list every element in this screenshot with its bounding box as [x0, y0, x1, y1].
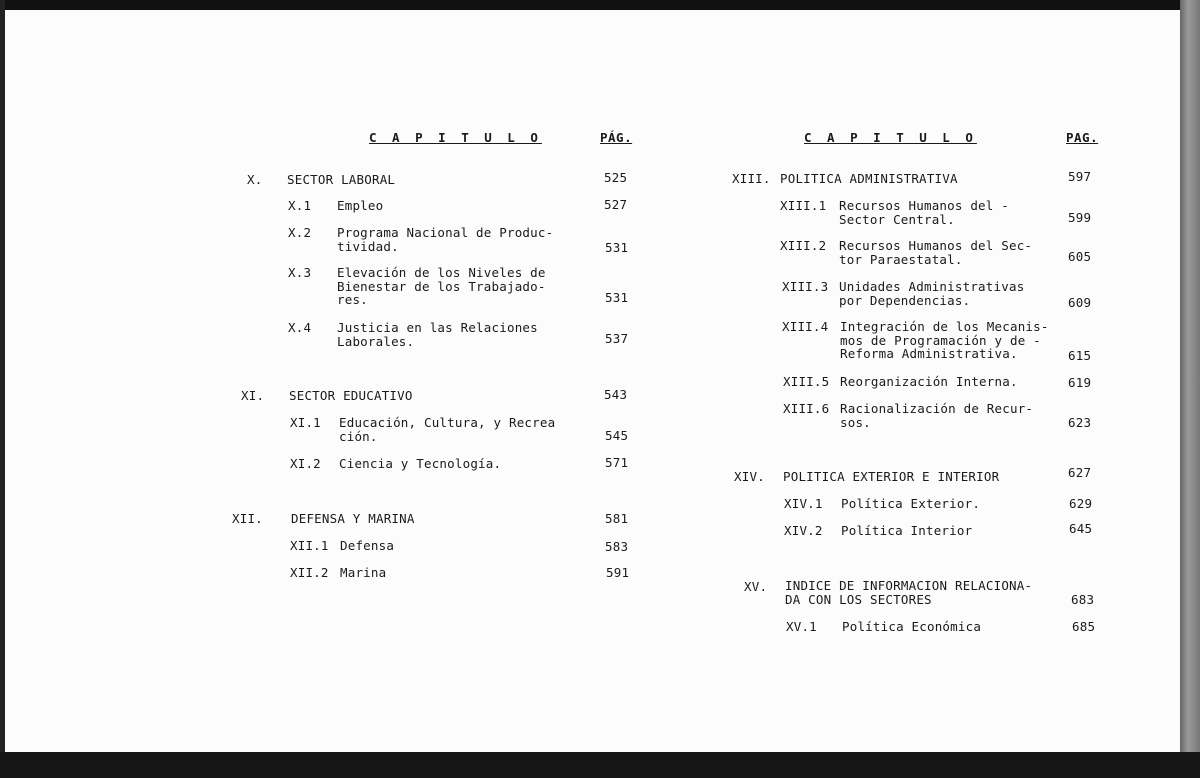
item-number: XIII.3: [782, 279, 829, 294]
item-title: Integración de los Mecanis- mos de Programación y de - Reforma Administrativa.: [840, 319, 1049, 361]
section-number: XII.: [232, 511, 263, 526]
item-title: Defensa: [340, 538, 395, 553]
section-page: 597: [1068, 169, 1092, 184]
item-page: 583: [605, 539, 629, 554]
item-title: Educación, Cultura, y Recrea ción.: [339, 415, 556, 444]
item-number: X.1: [288, 198, 312, 213]
scan-border-right: [1180, 0, 1200, 778]
left-pag-header: PÁG.: [600, 130, 633, 145]
scan-border-bottom: [0, 752, 1200, 778]
item-page: 545: [605, 428, 629, 443]
section-page: 543: [604, 387, 628, 402]
section-number: XV.: [744, 579, 768, 594]
index-page: [5, 10, 1180, 752]
item-page: 591: [606, 565, 630, 580]
scan-border-top: [0, 0, 1200, 10]
section-number: X.: [247, 172, 263, 187]
section-title: POLITICA EXTERIOR E INTERIOR: [783, 469, 1000, 484]
item-title: Recursos Humanos del Sec- tor Paraestatal.: [839, 238, 1033, 267]
section-title: DEFENSA Y MARINA: [291, 511, 415, 526]
item-page: 619: [1068, 375, 1092, 390]
item-number: XIV.1: [784, 496, 823, 511]
section-number: XIII.: [732, 171, 771, 186]
left-capitulo-header: C A P I T U L O: [369, 130, 542, 145]
item-title: Programa Nacional de Produc- tividad.: [337, 225, 554, 254]
item-title: Política Interior: [841, 523, 973, 538]
item-title: Elevación de los Niveles de Bienestar de los Trabajado- res.: [337, 265, 546, 307]
item-number: X.2: [288, 225, 312, 240]
section-page: 581: [605, 511, 629, 526]
item-title: Unidades Administrativas por Dependencias.: [839, 279, 1025, 308]
item-number: XV.1: [786, 619, 817, 634]
item-number: XIII.5: [783, 374, 830, 389]
item-page: 623: [1068, 415, 1092, 430]
item-page: 599: [1068, 210, 1092, 225]
item-number: X.3: [288, 265, 312, 280]
item-title: Racionalización de Recur- sos.: [840, 401, 1034, 430]
item-title: Recursos Humanos del - Sector Central.: [839, 198, 1009, 227]
item-page: 645: [1069, 521, 1093, 536]
item-title: Política Exterior.: [841, 496, 981, 511]
item-number: X.4: [288, 320, 312, 335]
item-number: XII.1: [290, 538, 329, 553]
item-page: 609: [1068, 295, 1092, 310]
item-title: Reorganización Interna.: [840, 374, 1018, 389]
section-title: POLITICA ADMINISTRATIVA: [780, 171, 958, 186]
section-number: XIV.: [734, 469, 765, 484]
item-title: Justicia en las Relaciones Laborales.: [337, 320, 538, 349]
item-number: XIII.6: [783, 401, 830, 416]
item-title: Ciencia y Tecnología.: [339, 456, 502, 471]
item-number: XIII.2: [780, 238, 827, 253]
item-number: XII.2: [290, 565, 329, 580]
item-number: XIV.2: [784, 523, 823, 538]
item-title: Marina: [340, 565, 387, 580]
item-number: XI.1: [290, 415, 321, 430]
item-title: Empleo: [337, 198, 384, 213]
item-page: 615: [1068, 348, 1092, 363]
item-number: XI.2: [290, 456, 321, 471]
section-title: INDICE DE INFORMACION RELACIONA- DA CON LOS SECTORES: [785, 578, 1033, 607]
item-title: Política Económica: [842, 619, 982, 634]
item-page: 685: [1072, 619, 1096, 634]
item-page: 605: [1068, 249, 1092, 264]
item-page: 527: [604, 197, 628, 212]
item-page: 531: [605, 290, 629, 305]
section-page: 683: [1071, 592, 1095, 607]
section-page: 627: [1068, 465, 1092, 480]
right-capitulo-header: C A P I T U L O: [804, 130, 977, 145]
item-page: 537: [605, 331, 629, 346]
section-number: XI.: [241, 388, 265, 403]
item-number: XIII.4: [782, 319, 829, 334]
section-title: SECTOR EDUCATIVO: [289, 388, 413, 403]
item-number: XIII.1: [780, 198, 827, 213]
item-page: 629: [1069, 496, 1093, 511]
section-page: 525: [604, 170, 628, 185]
right-pag-header: PAG.: [1066, 130, 1099, 145]
section-title: SECTOR LABORAL: [287, 172, 396, 187]
item-page: 531: [605, 240, 629, 255]
item-page: 571: [605, 455, 629, 470]
